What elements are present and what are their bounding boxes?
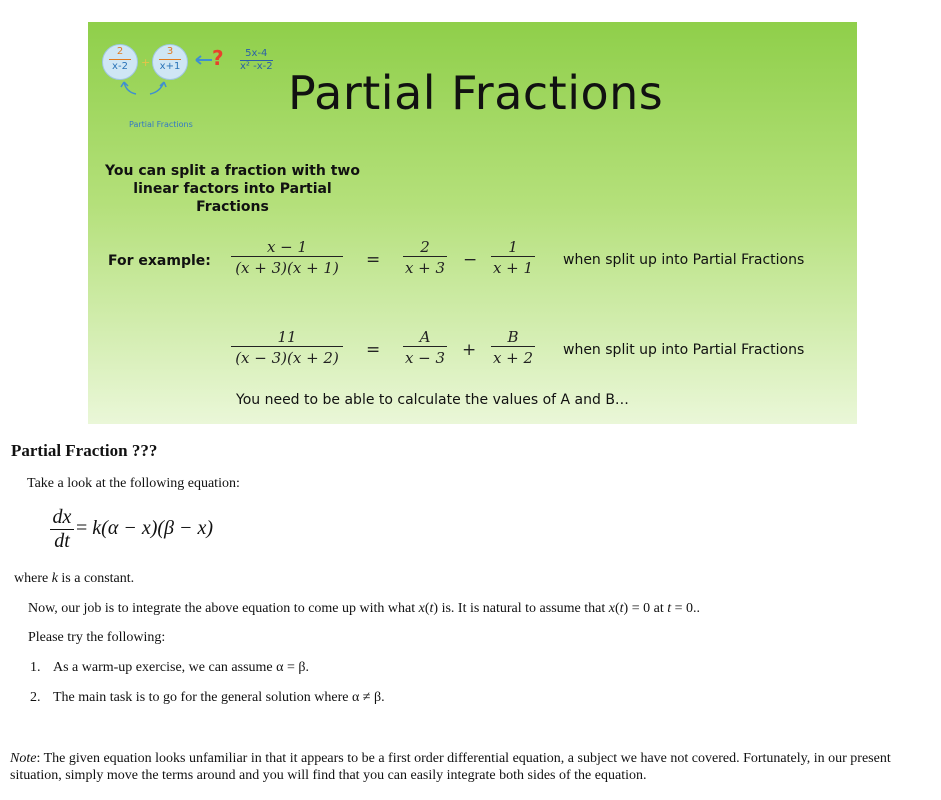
- where-line: [14, 571, 134, 587]
- try-line: Please try the following:: [28, 630, 166, 645]
- note-paragraph: [10, 750, 935, 784]
- arrow-left-icon: [192, 54, 214, 66]
- logo-question-mark: ?: [212, 46, 224, 70]
- ex2-equals: =: [366, 340, 381, 360]
- job-x2: x: [608, 601, 615, 616]
- equation-body: (α − x)(β − x): [101, 517, 214, 539]
- ex1-term1: [403, 238, 447, 277]
- equation-numerator: dx: [50, 506, 74, 530]
- ex2-lhs-num: 11: [277, 328, 297, 346]
- ex2-operator: +: [462, 340, 477, 360]
- job-x1: x: [418, 601, 425, 616]
- where-pre: where: [14, 571, 52, 586]
- equation-fraction: [50, 506, 74, 553]
- ex1-term1-den: x + 3: [403, 256, 447, 277]
- equation-rhs: [76, 517, 213, 540]
- logo-frac1-den: x-2: [109, 59, 131, 74]
- ex1-operator: −: [463, 250, 478, 270]
- logo-fraction-1: [102, 44, 138, 80]
- job-text-2: ) is. It is natural to assume that: [433, 601, 609, 616]
- logo-frac2-den: x+1: [159, 61, 181, 72]
- equation-k: k: [92, 517, 102, 539]
- banner-logo: [102, 44, 287, 134]
- list-item-number: 2.: [30, 690, 41, 705]
- ex1-term2: [491, 238, 535, 277]
- banner-intro: You can split a fraction with two linear factors into Partial Fractions: [105, 163, 360, 215]
- equation-denominator: dt: [54, 530, 70, 552]
- ex2-lhs-den: (x − 3)(x + 2): [231, 346, 343, 367]
- list-item: The main task is to go for the general solution where α ≠ β.: [53, 690, 385, 705]
- curved-arrows-icon: [116, 78, 176, 96]
- equation-equals: =: [76, 517, 88, 539]
- where-post: is a constant.: [57, 571, 135, 586]
- ex2-term2-den: x + 2: [491, 346, 535, 367]
- job-t1: t: [429, 601, 434, 616]
- ex1-lhs-num: x − 1: [266, 238, 308, 256]
- list-item-number: 1.: [30, 660, 41, 675]
- logo-frac2-num: 3: [166, 46, 174, 57]
- ex2-term1-den: x − 3: [403, 346, 447, 367]
- list-item: As a warm-up exercise, we can assume α = β.: [53, 660, 309, 675]
- example-label: For example:: [108, 253, 211, 269]
- job-text-1: Now, our job is to integrate the above equation to come up with what: [28, 601, 419, 616]
- logo-frac3-num: 5x-4: [245, 48, 268, 59]
- ex2-term2: [491, 328, 535, 367]
- ex1-tail: when split up into Partial Fractions: [563, 252, 805, 268]
- ex2-term2-num: B: [507, 328, 519, 346]
- logo-plus: +: [141, 56, 151, 69]
- where-k: k: [51, 571, 58, 586]
- banner-footer: You need to be able to calculate the values of A and B…: [236, 392, 629, 408]
- ex1-term1-num: 2: [420, 238, 430, 256]
- job-t2: t: [619, 601, 624, 616]
- job-paren-2: (: [614, 601, 620, 616]
- page-heading: Partial Fraction ???: [11, 441, 158, 460]
- job-t3: t: [667, 601, 672, 616]
- logo-frac1-num: 2: [116, 46, 124, 57]
- logo-fraction-3: [240, 48, 273, 73]
- ex2-term1-num: A: [419, 328, 431, 346]
- ex1-equals: =: [366, 250, 381, 270]
- logo-frac3-den: x² -x-2: [240, 61, 273, 72]
- logo-fraction-2: [152, 44, 188, 80]
- ex1-lhs: [231, 238, 343, 277]
- job-paren-1: (: [424, 601, 430, 616]
- intro-line: Take a look at the following equation:: [27, 476, 240, 491]
- ex1-lhs-den: (x + 3)(x + 1): [231, 256, 343, 277]
- logo-caption: Partial Fractions: [129, 120, 193, 129]
- job-line: [28, 601, 700, 617]
- note-label: Note: [10, 751, 37, 766]
- job-text-end: = 0..: [671, 601, 701, 616]
- ex2-term1: [403, 328, 447, 367]
- note-text: : The given equation looks unfamiliar in that it appears to be a first order differential equation, a subject we have not covered. Fortunately, in our present situation, simply move the terms around and you will find that you can easily integrate both sides of the equation.: [10, 751, 891, 783]
- partial-fractions-banner: [88, 22, 857, 424]
- banner-title: Partial Fractions: [288, 66, 664, 120]
- ex2-lhs: [231, 328, 343, 367]
- job-text-3: ) = 0 at: [623, 601, 668, 616]
- ex1-term2-num: 1: [508, 238, 518, 256]
- ex1-term2-den: x + 1: [491, 256, 535, 277]
- ex2-tail: when split up into Partial Fractions: [563, 342, 805, 358]
